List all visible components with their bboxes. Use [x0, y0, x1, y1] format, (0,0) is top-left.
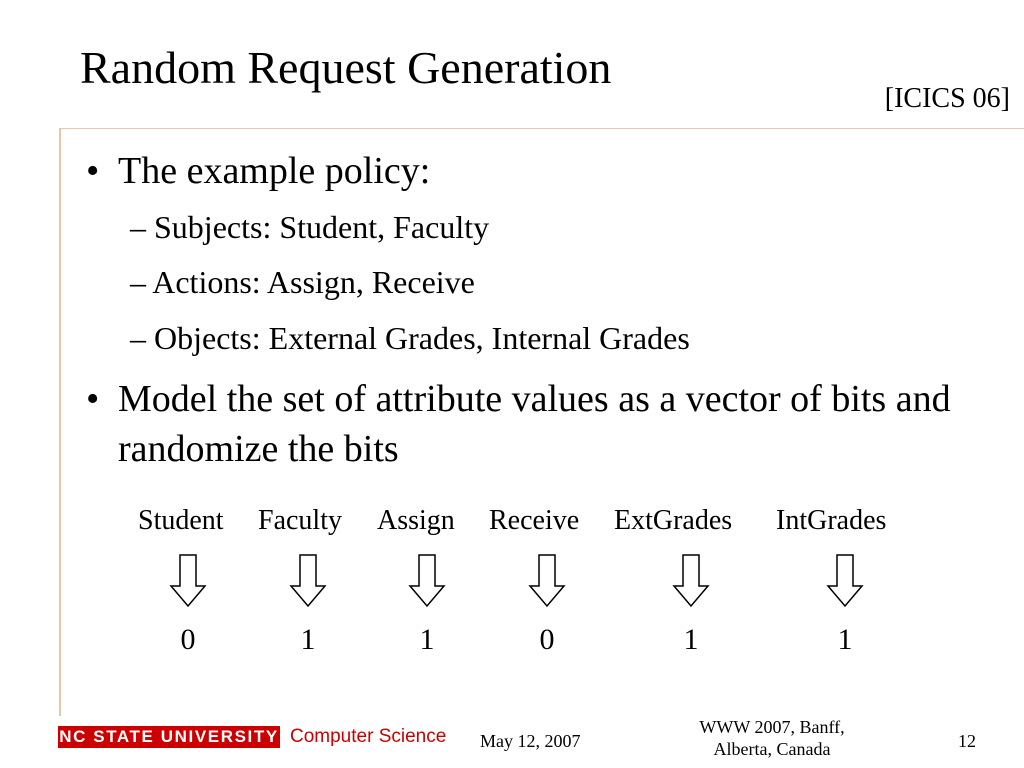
attribute-label-extgrades: ExtGrades	[614, 505, 733, 536]
down-arrow-icon	[826, 554, 864, 608]
bit-value-receive: 0	[539, 623, 555, 656]
bit-value-extgrades: 1	[683, 623, 699, 656]
down-arrow-icon	[672, 554, 710, 608]
citation: [ICICS 06]	[884, 83, 1010, 114]
footer-date: May 12, 2007	[480, 731, 581, 751]
bit-value-student: 0	[180, 623, 196, 656]
title-divider	[60, 128, 1024, 129]
down-arrow-icon	[528, 554, 566, 608]
down-arrow-icon	[289, 554, 327, 608]
bullet-marker: •	[86, 150, 100, 192]
conference-line-1: WWW 2007, Banff,	[699, 717, 845, 737]
bullet-text: The example policy:	[118, 150, 431, 192]
attribute-label-assign: Assign	[377, 505, 455, 536]
bit-value-assign: 1	[419, 623, 435, 656]
attribute-label-faculty: Faculty	[258, 505, 342, 536]
bullet-text: Model the set of attribute values as a vector of bits and randomize the bits	[118, 378, 951, 470]
sub-bullet-actions: – Actions: Assign, Receive	[130, 264, 475, 300]
left-margin-rule	[59, 128, 61, 716]
slide-title: Random Request Generation	[80, 42, 612, 93]
footer-conference	[662, 716, 882, 760]
department-name: Computer Science	[290, 726, 447, 747]
attribute-label-student: Student	[138, 505, 224, 536]
page-number: 12	[958, 731, 976, 751]
university-logo: NC STATE UNIVERSITY	[59, 727, 279, 746]
conference-line-2: Alberta, Canada	[713, 739, 831, 759]
bit-value-intgrades: 1	[837, 623, 853, 656]
down-arrow-icon	[169, 554, 207, 608]
sub-bullet-objects: – Objects: External Grades, Internal Grades	[130, 320, 690, 356]
bullet-marker: •	[86, 378, 100, 420]
attribute-label-receive: Receive	[489, 505, 580, 536]
bit-value-faculty: 1	[300, 623, 316, 656]
down-arrow-icon	[408, 554, 446, 608]
attribute-label-intgrades: IntGrades	[776, 505, 887, 536]
sub-bullet-subjects: – Subjects: Student, Faculty	[130, 209, 490, 245]
